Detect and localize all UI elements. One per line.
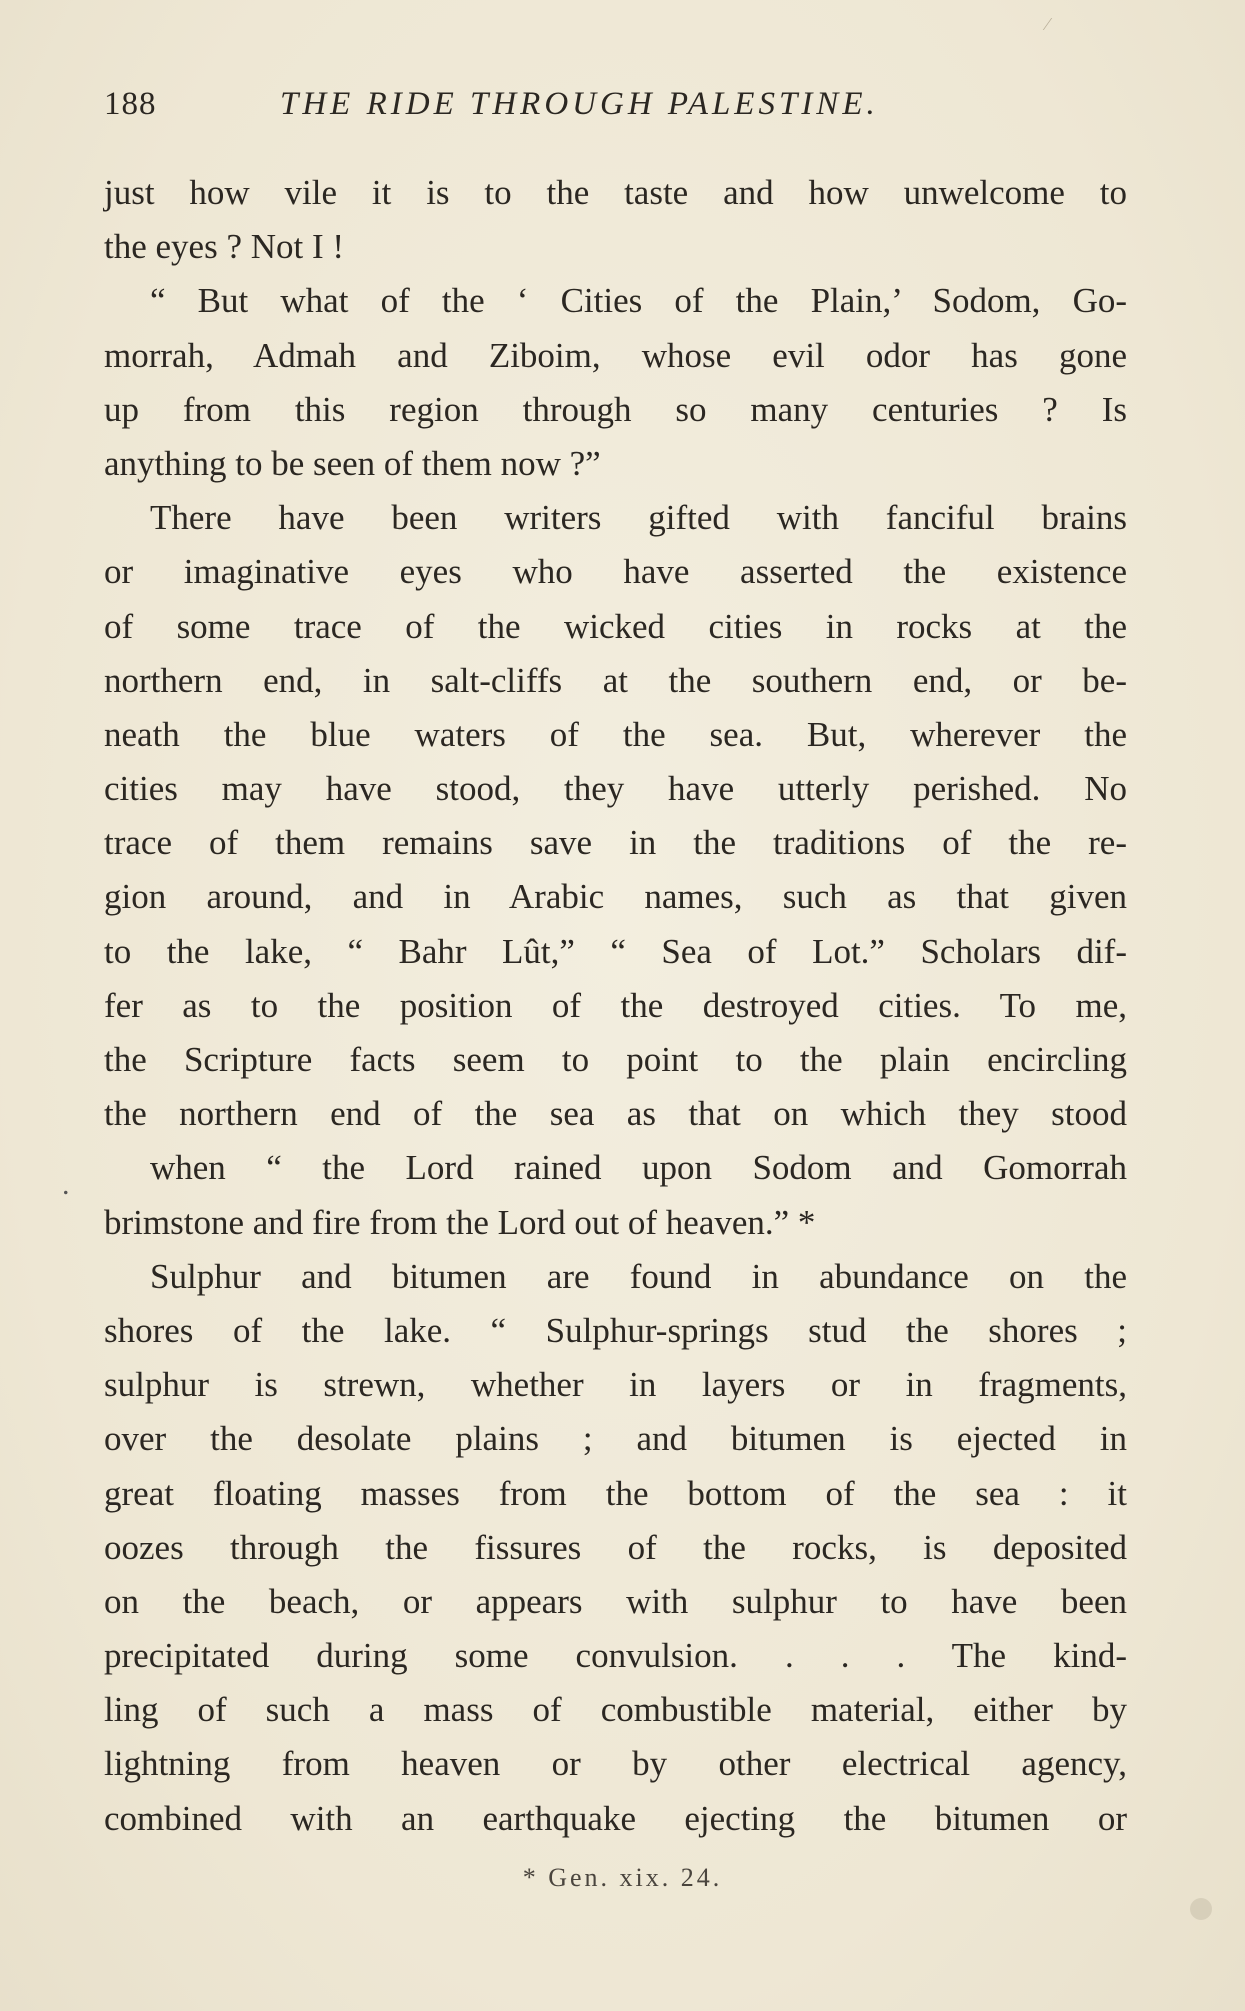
text-line: on the beach, or appears with sulphur to have been bbox=[104, 1581, 1127, 1621]
text-line: up from this region through so many centuries ? Is bbox=[104, 389, 1127, 429]
text-line: There have been writers gifted with fanciful brains bbox=[150, 498, 1127, 538]
text-line: the Scripture facts seem to point to the plain encircling bbox=[104, 1040, 1127, 1079]
running-head: THE RIDE THROUGH PALESTINE. bbox=[280, 86, 879, 122]
text-line: the northern end of the sea as that on which they stood bbox=[104, 1094, 1127, 1134]
text-line: precipitated during some convulsion. . . . The kind- bbox=[104, 1636, 1127, 1676]
text-line: Sulphur and bitumen are found in abundance on the bbox=[150, 1256, 1127, 1296]
text-line: morrah, Admah and Ziboim, whose evil odor has gone bbox=[104, 335, 1127, 375]
text-line: over the desolate plains ; and bitumen is ejected in bbox=[104, 1419, 1127, 1459]
text-line: to the lake, “ Bahr Lût,” “ Sea of Lot.” Scholars dif- bbox=[104, 931, 1127, 971]
text-line: combined with an earthquake ejecting the bitumen or bbox=[104, 1798, 1127, 1838]
stray-print-mark: . bbox=[62, 1168, 70, 1201]
text-line: gion around, and in Arabic names, such as that given bbox=[104, 877, 1127, 917]
text-line: great floating masses from the bottom of the sea : it bbox=[104, 1473, 1127, 1513]
text-line: of some trace of the wicked cities in rocks at the bbox=[104, 606, 1127, 646]
footnote: * Gen. xix. 24. bbox=[522, 1863, 723, 1892]
text-line: neath the blue waters of the sea. But, wherever the bbox=[104, 714, 1127, 754]
text-line: anything to be seen of them now ?” bbox=[104, 443, 601, 483]
text-line: when “ the Lord rained upon Sodom and Gomorrah bbox=[150, 1148, 1127, 1188]
body-text bbox=[104, 166, 1127, 1846]
text-line: shores of the lake. “ Sulphur-springs stud the shores ; bbox=[104, 1310, 1127, 1350]
text-line: northern end, in salt-cliffs at the southern end, or be- bbox=[104, 660, 1127, 700]
text-line: ling of such a mass of combustible material, either by bbox=[104, 1690, 1127, 1730]
text-line: oozes through the fissures of the rocks, is deposited bbox=[104, 1527, 1127, 1567]
text-line: or imaginative eyes who have asserted the existence bbox=[104, 552, 1127, 592]
text-line: fer as to the position of the destroyed cities. To me, bbox=[104, 985, 1127, 1025]
text-line: trace of them remains save in the traditions of the re- bbox=[104, 823, 1127, 863]
text-line: lightning from heaven or by other electrical agency, bbox=[104, 1744, 1127, 1784]
page-header bbox=[104, 86, 1134, 136]
text-line: just how vile it is to the taste and how unwelcome to bbox=[104, 173, 1127, 212]
margin-tick-mark: ⁄ bbox=[1046, 14, 1050, 34]
text-line: cities may have stood, they have utterly perished. No bbox=[104, 769, 1127, 809]
text-line: brimstone and fire from the Lord out of heaven.” * bbox=[104, 1202, 816, 1242]
page-smudge bbox=[1190, 1898, 1212, 1920]
text-line: “ But what of the ‘ Cities of the Plain,’ Sodom, Go- bbox=[150, 281, 1127, 321]
page-number: 188 bbox=[104, 86, 157, 122]
text-line: sulphur is strewn, whether in layers or in fragments, bbox=[104, 1365, 1127, 1405]
text-line: the eyes ? Not I ! bbox=[104, 227, 345, 267]
